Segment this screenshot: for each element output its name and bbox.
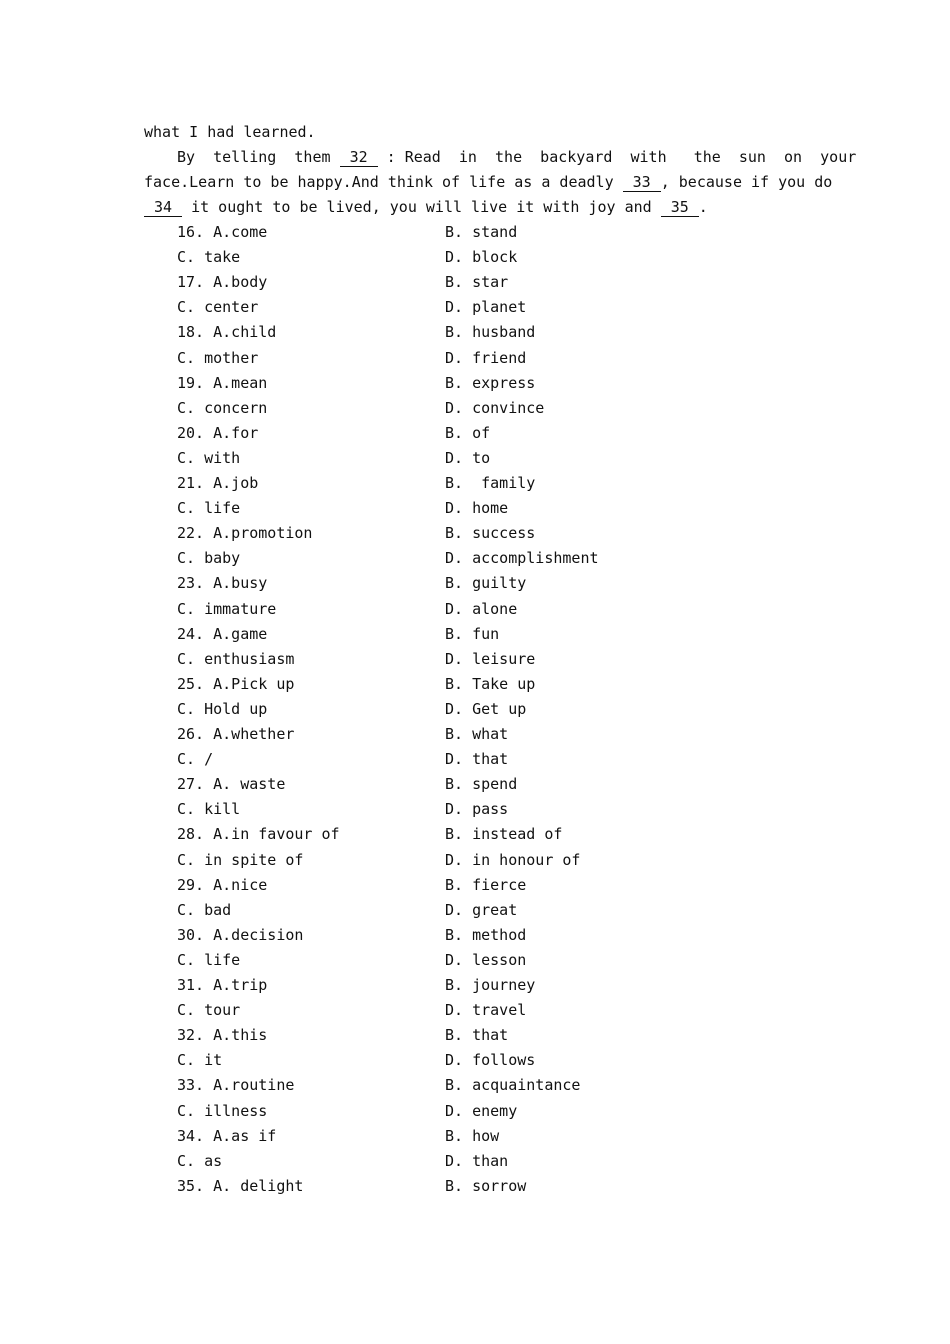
option-left: C. bad — [177, 901, 232, 919]
passage-text: face.Learn to be happy.And think of life as a deadly — [144, 173, 623, 191]
option-left: C. as — [177, 1152, 223, 1170]
option-left: C. life — [177, 499, 241, 517]
option-right: B. of — [445, 424, 491, 442]
option-right: B. how — [445, 1127, 500, 1145]
option-left: 27. A. waste — [177, 775, 286, 793]
option-right: D. accomplishment — [445, 549, 599, 567]
option-left: 30. A.decision — [177, 926, 304, 944]
passage-line-2 — [177, 145, 857, 170]
blank-33: 33 — [623, 173, 661, 192]
option-right: D. planet — [445, 298, 527, 316]
option-left: C. concern — [177, 399, 268, 417]
option-left: 32. A.this — [177, 1026, 268, 1044]
option-left: 29. A.nice — [177, 876, 268, 894]
passage-text: : Read in the backyard with the sun on your — [377, 148, 857, 166]
passage-text: By telling them — [177, 148, 340, 166]
option-right: B. fun — [445, 625, 500, 643]
option-left: 25. A.Pick up — [177, 675, 295, 693]
passage-text: what I had learned. — [144, 123, 316, 141]
option-left: C. take — [177, 248, 241, 266]
option-right: B. that — [445, 1026, 509, 1044]
option-left: C. in spite of — [177, 851, 304, 869]
option-right: B. family — [445, 474, 536, 492]
option-right: B. star — [445, 273, 509, 291]
passage-text: , because if you do — [660, 173, 833, 191]
passage-text: it ought to be lived, you will live it with joy and — [182, 198, 661, 216]
blank-35: 35 — [661, 198, 699, 217]
option-left: 33. A.routine — [177, 1076, 295, 1094]
blank-34: 34 — [144, 198, 182, 217]
option-right: D. alone — [445, 600, 518, 618]
option-right: B. express — [445, 374, 536, 392]
option-left: 31. A.trip — [177, 976, 268, 994]
option-right: B. guilty — [445, 574, 527, 592]
option-right: B. fierce — [445, 876, 527, 894]
option-right: B. method — [445, 926, 527, 944]
option-left: 21. A.job — [177, 474, 259, 492]
option-left: C. enthusiasm — [177, 650, 295, 668]
option-left: 17. A.body — [177, 273, 268, 291]
option-left: C. illness — [177, 1102, 268, 1120]
passage-line-1 — [144, 120, 806, 145]
option-left: C. mother — [177, 349, 259, 367]
option-right: B. journey — [445, 976, 536, 994]
option-right: D. Get up — [445, 700, 527, 718]
option-left: 35. A. delight — [177, 1177, 304, 1195]
option-left: C. it — [177, 1051, 223, 1069]
option-left: C. with — [177, 449, 241, 467]
option-left: 34. A.as if — [177, 1127, 277, 1145]
option-left: C. Hold up — [177, 700, 268, 718]
option-right: D. lesson — [445, 951, 527, 969]
option-right: B. sorrow — [445, 1177, 527, 1195]
option-right: D. block — [445, 248, 518, 266]
option-right: B. stand — [445, 223, 518, 241]
option-right: B. Take up — [445, 675, 536, 693]
option-left: 24. A.game — [177, 625, 268, 643]
passage-text: . — [698, 198, 708, 216]
option-left: 18. A.child — [177, 323, 277, 341]
option-right: B. husband — [445, 323, 536, 341]
option-right: D. leisure — [445, 650, 536, 668]
option-left: C. baby — [177, 549, 241, 567]
blank-32: 32 — [340, 148, 378, 167]
option-right: D. than — [445, 1152, 509, 1170]
option-left: 23. A.busy — [177, 574, 268, 592]
option-right: D. that — [445, 750, 509, 768]
option-left: C. / — [177, 750, 214, 768]
option-right: B. what — [445, 725, 509, 743]
option-right: D. travel — [445, 1001, 527, 1019]
option-right: B. acquaintance — [445, 1076, 581, 1094]
passage-line-4 — [144, 195, 806, 220]
option-left: 22. A.promotion — [177, 524, 313, 542]
option-right: D. convince — [445, 399, 545, 417]
option-right: D. to — [445, 449, 491, 467]
option-right: B. success — [445, 524, 536, 542]
option-right: D. follows — [445, 1051, 536, 1069]
option-left: 28. A.in favour of — [177, 825, 340, 843]
option-left: C. life — [177, 951, 241, 969]
option-right: D. great — [445, 901, 518, 919]
option-right: D. pass — [445, 800, 509, 818]
option-left: C. tour — [177, 1001, 241, 1019]
option-left: 16. A.come — [177, 223, 268, 241]
option-left: 19. A.mean — [177, 374, 268, 392]
option-right: B. spend — [445, 775, 518, 793]
option-left: 20. A.for — [177, 424, 259, 442]
option-left: 26. A.whether — [177, 725, 295, 743]
option-right: D. home — [445, 499, 509, 517]
option-right: D. in honour of — [445, 851, 581, 869]
option-right: B. instead of — [445, 825, 563, 843]
option-left: C. center — [177, 298, 259, 316]
option-right: D. friend — [445, 349, 527, 367]
option-left: C. immature — [177, 600, 277, 618]
passage-line-3 — [144, 170, 833, 195]
option-right: D. enemy — [445, 1102, 518, 1120]
option-left: C. kill — [177, 800, 241, 818]
